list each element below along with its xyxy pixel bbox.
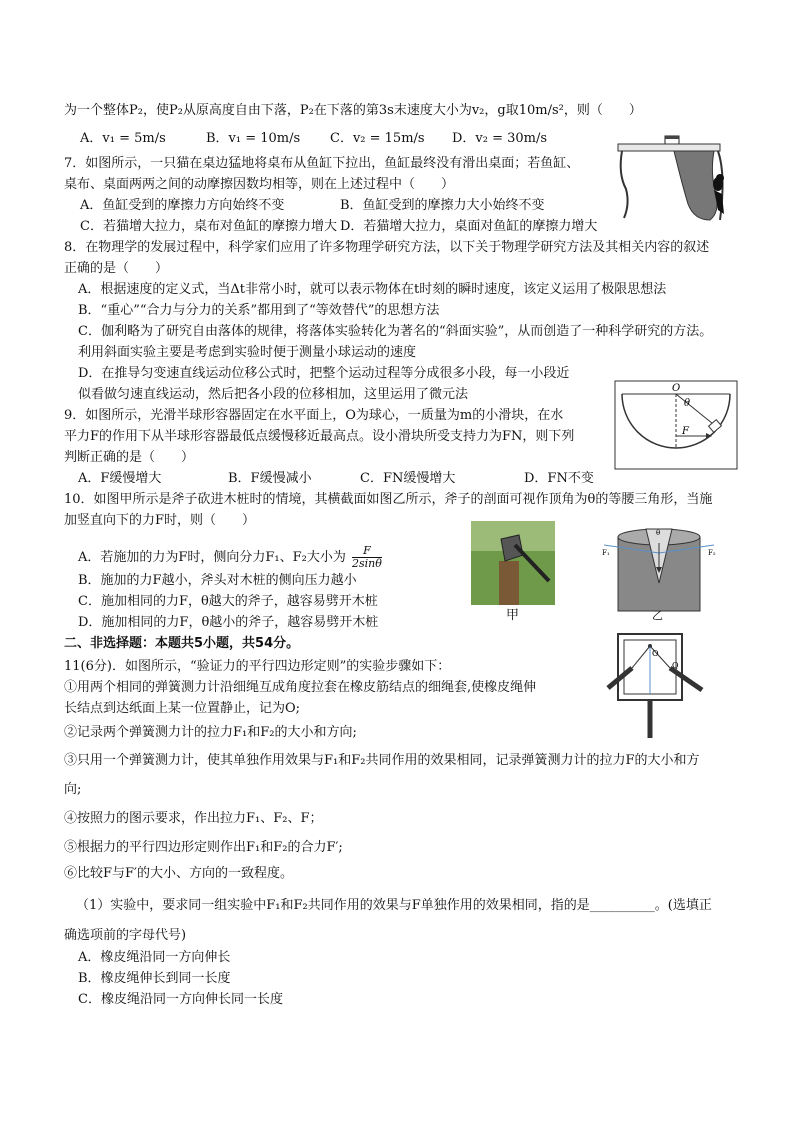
label-yi: 乙	[652, 609, 663, 622]
q8-option-d-line1: D．在推导匀变速直线运动位移公式时，把整个运动过程等分成很多小段，每一小段近	[78, 366, 570, 381]
q11-step6: ⑥比较F与F′的大小、方向的一致程度。	[64, 866, 293, 881]
q7-option-d: D．若猫增大拉力，桌面对鱼缸的摩擦力增大	[340, 219, 598, 234]
q11-part1-line2: 确选项前的字母代号)	[64, 928, 187, 943]
svg-text:Q: Q	[672, 661, 679, 670]
axe-photo-jia	[471, 521, 555, 605]
svg-text:F: F	[682, 426, 689, 437]
q11-step2: ②记录两个弹簧测力计的拉力F₁和F₂的大小和方向;	[64, 725, 357, 740]
svg-text:O: O	[672, 383, 681, 394]
label-jia: 甲	[506, 608, 520, 623]
svg-text:F₁: F₁	[602, 549, 610, 557]
q10-option-c: C．施加相同的力F，θ越大的斧子，越容易劈开木桩	[78, 594, 378, 609]
q7-option-b: B．鱼缸受到的摩擦力大小始终不变	[340, 198, 545, 213]
q8-line1: 8．在物理学的发展过程中，科学家们应用了许多物理学研究方法，以下关于物理学研究方法及其相关内容的叙述	[64, 240, 710, 255]
section-2-heading: 二、非选择题：本题共5小题，共54分。	[64, 636, 300, 651]
spring-scale-figure	[588, 628, 728, 742]
q8-option-b: B．“重心”“合力与分力的关系”都用到了“等效替代”的思想方法	[78, 303, 440, 318]
q8-option-a: A．根据速度的定义式，当Δt非常小时，就可以表示物体在t时刻的瞬时速度，该定义运用了极限思想法	[78, 282, 667, 297]
q10-fraction-num: F	[352, 545, 382, 558]
q7-line1: 7．如图所示，一只猫在桌边猛地将桌布从鱼缸下拉出，鱼缸最终没有滑出桌面；若鱼缸、	[64, 156, 580, 171]
q9-option-c: C．FN缓慢增大	[360, 471, 456, 486]
q7-option-c: C．若猫增大拉力，桌布对鱼缸的摩擦力增大	[80, 219, 337, 234]
q6-stem: 为一个整体P₂，使P₂从原高度自由下落，P₂在下落的第3s末速度大小为v₂，g取10m/s²，则（ ）	[64, 103, 642, 118]
q6-option-a: A．v₁ = 5m/s	[80, 131, 166, 146]
q6-option-d: D．v₂ = 30m/s	[452, 131, 548, 146]
svg-text:F₂: F₂	[708, 549, 716, 557]
q10-option-d: D．施加相同的力F，θ越小的斧子，越容易劈开木桩	[78, 615, 379, 630]
hemisphere-figure	[614, 380, 738, 470]
q8-line2: 正确的是（ ）	[64, 261, 169, 276]
q8-option-c-line2: 利用斜面实验主要是考虑到实验时便于测量小球运动的速度	[78, 345, 417, 360]
q10-option-b: B．施加的力F越小，斧头对木桩的侧向压力越小	[78, 573, 357, 588]
q11-part1-line1: （1）实验中，要求同一组实验中F₁和F₂共同作用的效果与F单独作用的效果相同，指的是__________。(选填正	[76, 898, 712, 913]
q6-option-b: B．v₁ = 10m/s	[206, 131, 301, 146]
q9-option-b: B．F缓慢减小	[228, 471, 312, 486]
q7-line2: 桌布、桌面两两之间的动摩擦因数均相等，则在上述过程中（ ）	[64, 177, 455, 192]
q10-option-a	[78, 545, 382, 570]
q6-option-c: C．v₂ = 15m/s	[330, 131, 425, 146]
svg-text:θ: θ	[684, 398, 691, 409]
q10-line2: 加竖直向下的力F时，则（ ）	[64, 513, 256, 528]
q9-line2: 平力F的作用下从半球形容器最低点缓慢移近最高点。设小滑块所受支持力为FN，则下列	[64, 429, 575, 444]
q9-line3: 判断正确的是（ ）	[64, 450, 195, 465]
svg-text:θ: θ	[656, 529, 661, 537]
svg-text:O: O	[652, 649, 659, 658]
q11-step3-line2: 向;	[64, 782, 82, 797]
q8-option-d-line2: 似看做匀速直线运动，然后把各小段的位移相加，这里运用了微元法	[78, 387, 469, 402]
q9-option-d: D．FN不变	[524, 471, 594, 486]
q10-option-a-text: A．若施加的力为F时，侧向分力F₁、F₂大小为	[78, 550, 346, 565]
q11-step1-line2: 长结点到达纸面上某一位置静止，记为O;	[64, 701, 301, 716]
q11-option-a: A．橡皮绳沿同一方向伸长	[78, 950, 231, 965]
q10-fraction-den: 2sinθ	[352, 557, 382, 570]
q11-step3-line1: ③只用一个弹簧测力计，使其单独作用效果与F₁和F₂共同作用的效果相同，记录弹簧测力计的拉力F的大小和方	[64, 753, 700, 768]
q11-step1-line1: ①用两个相同的弹簧测力计沿细绳互成角度拉套在橡皮筋结点的细绳套,使橡皮绳伸	[64, 680, 537, 695]
q11-option-b: B．橡皮绳伸长到同一长度	[78, 971, 231, 986]
q11-option-c: C．橡皮绳沿同一方向伸长同一长度	[78, 992, 283, 1007]
q9-line1: 9．如图所示，光滑半球形容器固定在水平面上，O为球心，一质量为m的小滑块，在水	[64, 408, 564, 423]
q11-line1: 11(6分)．如图所示，“验证力的平行四边形定则”的实验步骤如下：	[64, 659, 451, 674]
axe-cross-section-yi	[600, 523, 720, 615]
q9-option-a: A．F缓慢增大	[78, 471, 162, 486]
q10-line1: 10．如图甲所示是斧子砍进木桩时的情境，其横截面如图乙所示，斧子的剖面可视作顶角为θ的等腰三角形，当施	[64, 492, 713, 507]
q11-step4: ④按照力的图示要求，作出拉力F₁、F₂、F；	[64, 811, 323, 826]
q7-option-a: A．鱼缸受到的摩擦力方向始终不变	[80, 198, 285, 213]
cat-table-figure	[614, 134, 732, 224]
q10-fraction	[352, 545, 382, 570]
q8-option-c-line1: C．伽利略为了研究自由落体的规律，将落体实验转化为著名的“斜面实验”，从而创造了一种科学研究的方法。	[78, 324, 713, 339]
q11-step5: ⑤根据力的平行四边形定则作出F₁和F₂的合力F′;	[64, 840, 343, 855]
